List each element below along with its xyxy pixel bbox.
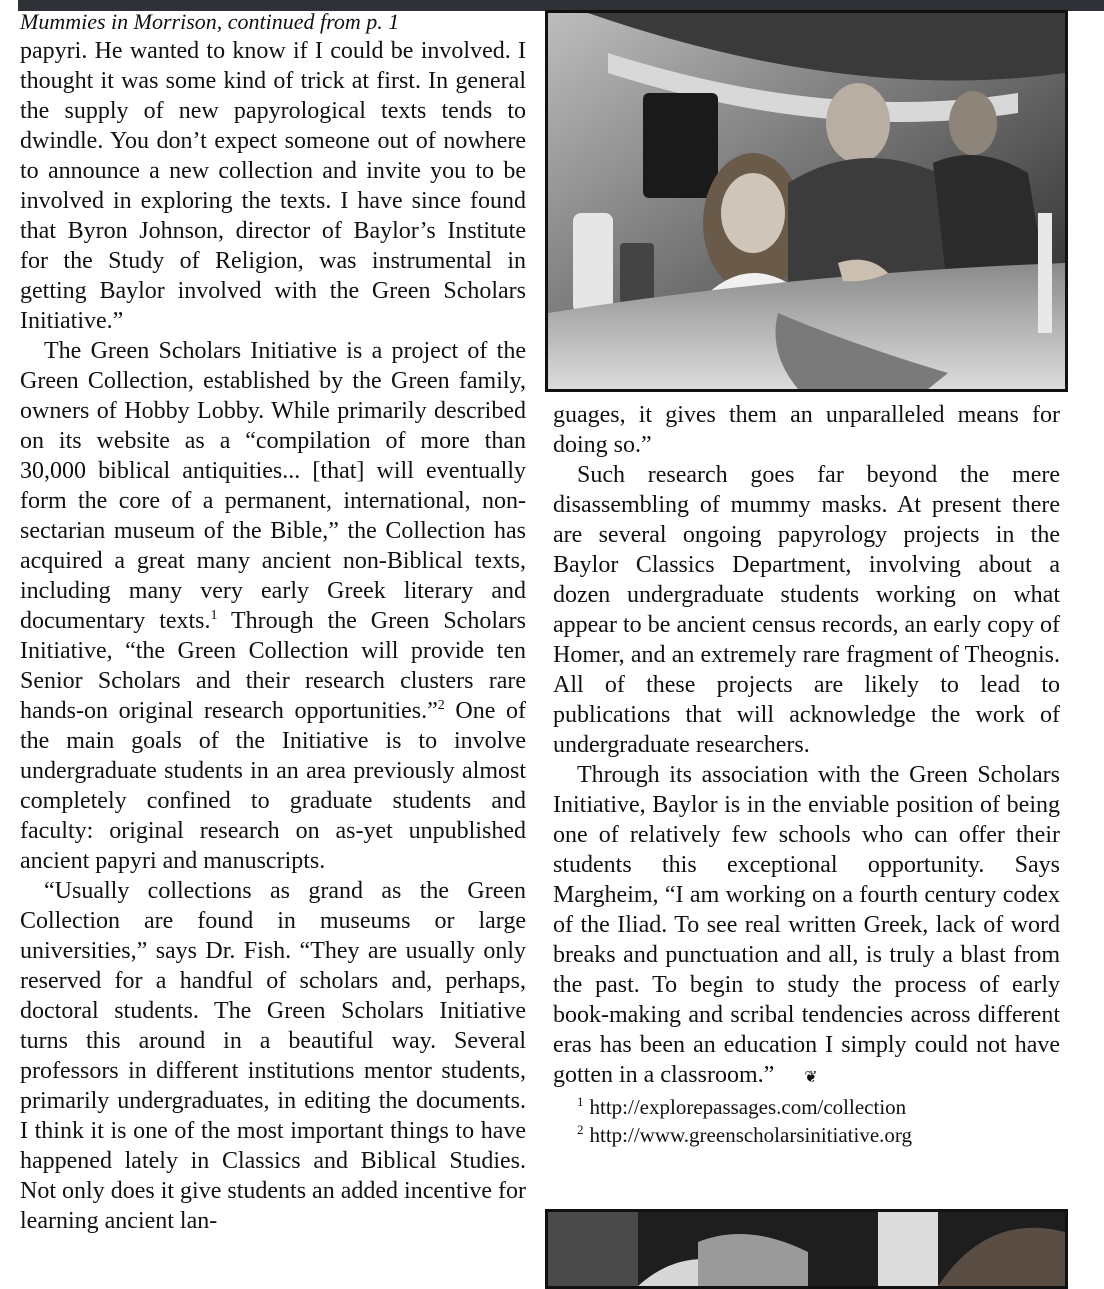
footnote-1-number: 1	[577, 1094, 584, 1109]
continued-header: Mummies in Morrison, continued from p. 1	[20, 9, 400, 34]
paragraph-right-1: guages, it gives them an unparalleled means for doing so.”	[553, 402, 1060, 458]
paragraph-left-1: papyri. He wanted to know if I could be involved. I thought it was some kind of trick at first. In general the supply of new papyrological texts tends to dwindle. You don’t expect someone out of nowhere to announce a new collection and invite you to be involved in exploring the texts. I have since found that Byron Johnson, director of Baylor’s Institute for the Study of Religion, was instrumental in getting Baylor involved with the Green Scholars Initiative.”	[20, 38, 526, 334]
end-of-article-icon: ❦	[804, 1069, 818, 1086]
paragraph-right-2: Such research goes far beyond the mere disassembling of mummy masks. At present there are several ongoing papyrology projects in the Baylor Classics Department, involving about a dozen undergraduate students working on what appear to be ancient census records, an early copy of Homer, and an extremely rare fragment of Theognis. All of these projects are likely to lead to publications that will acknowledge the work of undergraduate researchers.	[553, 462, 1060, 758]
paragraph-left-3: “Usually collections as grand as the Green Collection are found in museums or large universities,” says Dr. Fish. “They are usually only reserved for a handful of scholars and, perhaps, doctoral students. The Green Scholars Initiative turns this around in a beautiful way. Several professors in different institutions mentor students, primarily undergraduates, in editing the documents. I think it is one of the most important things to have happened lately in Classics and Biblical Studies. Not only does it give students an added incentive for learning ancient lan-	[20, 878, 526, 1234]
footnote-ref-2: 2	[437, 698, 445, 713]
footnote-1	[553, 1093, 1060, 1121]
paragraph-left-2-part3: One of the main goals of the Initiative is to involve undergraduate students in an area previously almost completely confined to graduate students and faculty: original research on as-yet unpublished ancient papyri and manuscripts.	[20, 698, 526, 874]
left-column	[20, 8, 526, 1236]
footnote-2-number: 2	[577, 1122, 584, 1137]
footnote-2	[553, 1121, 1060, 1149]
footnote-ref-1: 1	[210, 608, 218, 623]
footnote-1-url: http://explorepassages.com/collection	[589, 1095, 907, 1119]
paragraph-left-2-part2: Through the Green Scholars Initiative, “the Green Collection will provide ten Senior Scholars and their research clusters rare hands-on original research opportunities.”	[20, 608, 526, 724]
footnote-2-url: http://www.greenscholarsinitiative.org	[589, 1123, 913, 1147]
bottom-photo	[545, 1209, 1068, 1289]
viewer-top-bar-edge	[0, 0, 18, 11]
lab-photo-image	[548, 13, 1065, 389]
paragraph-left-2	[20, 336, 526, 876]
paragraph-right-3	[553, 760, 1060, 1093]
paragraph-left-2-part1: The Green Scholars Initiative is a project of the Green Collection, established by the Green family, owners of Hobby Lobby. While primarily described on its website as a “compilation of more than 30,000 biblical antiquities... [that] will eventually form the core of a permanent, international, non-sectarian museum of the Bible,” the Collection has acquired a great many ancient non-Biblical texts, including many very early Greek literary and documentary texts.	[20, 338, 526, 634]
lab-photo	[545, 10, 1068, 392]
right-column	[553, 400, 1060, 1149]
bottom-photo-image	[548, 1212, 1065, 1286]
paragraph-right-3-text: Through its association with the Green Scholars Initiative, Baylor is in the enviable position of being one of relatively few schools who can offer their students this exceptional opportunity. Says Margheim, “I am working on a fourth century codex of the Iliad. To see real written Greek, lack of word breaks and punctuation and all, is truly a blast from the past. To begin to study the process of early book-making and scribal tendencies across different eras has been an education I simply could not have gotten in a classroom.”	[553, 762, 1060, 1088]
